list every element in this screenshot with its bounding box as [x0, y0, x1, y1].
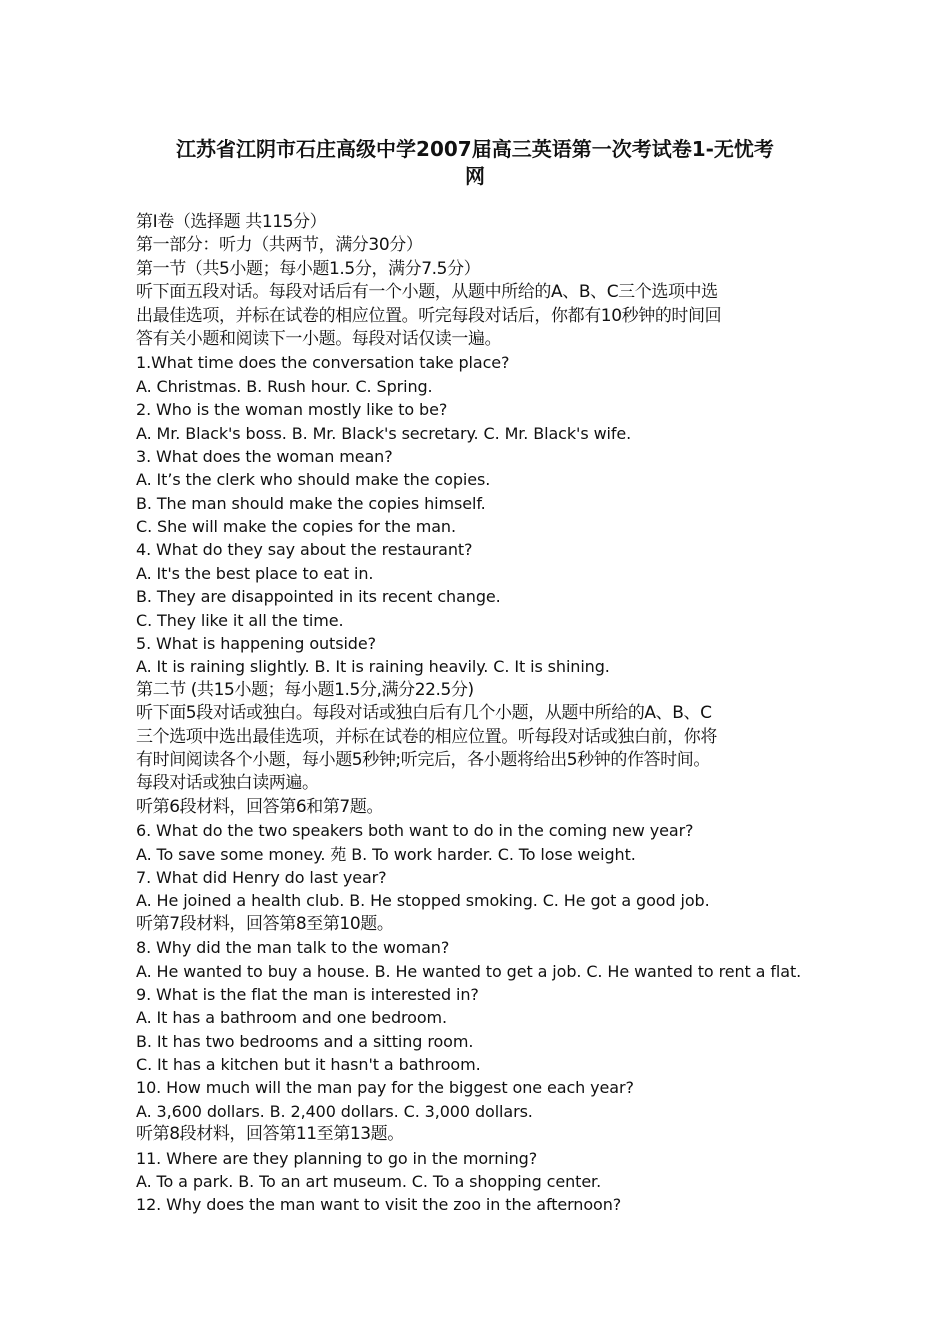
- question-text: 2. Who is the woman mostly like to be?: [136, 400, 448, 420]
- question-text: 11. Where are they planning to go in the morning?: [136, 1148, 538, 1168]
- instruction-text: 每段对话或独白读两遍。: [136, 773, 319, 794]
- section-heading: 第二节 (共15小题；每小题1.5分,满分22.5分): [136, 679, 474, 700]
- instruction-text: 听下面5段对话或独白。每段对话或独白后有几个小题，从题中所给的A、B、C: [136, 703, 712, 724]
- question-text: 6. What do the two speakers both want to do in the coming new year?: [136, 821, 694, 841]
- title-line-2: 网: [465, 164, 485, 188]
- answer-option: B. They are disappointed in its recent change.: [136, 587, 501, 607]
- answer-options: A. Christmas. B. Rush hour. C. Spring.: [136, 376, 433, 396]
- answer-option: C. It has a kitchen but it hasn't a bathroom.: [136, 1055, 481, 1075]
- question-text: 3. What does the woman mean?: [136, 446, 393, 466]
- question-text: 9. What is the flat the man is interested in?: [136, 984, 479, 1004]
- section-heading: 第Ⅰ卷（选择题 共115分）: [136, 212, 327, 232]
- part-heading: 第一部分：听力（共两节，满分30分）: [136, 235, 423, 256]
- material-heading: 听第7段材料，回答第8至第10题。: [136, 913, 394, 934]
- section-heading: 第一节（共5小题；每小题1.5分，满分7.5分）: [136, 258, 481, 279]
- answer-options: A. It is raining slightly. B. It is raining heavily. C. It is shining.: [136, 657, 610, 677]
- material-heading: 听第8段材料，回答第11至第13题。: [136, 1124, 404, 1145]
- instruction-text: 答有关小题和阅读下一小题。每段对话仅读一遍。: [136, 328, 502, 349]
- title-line-1: 江苏省江阴市石庄高级中学2007届高三英语第一次考试卷1-无忧考: [176, 137, 774, 161]
- question-text: 12. Why does the man want to visit the zoo in the afternoon?: [136, 1195, 622, 1215]
- answer-option: C. They like it all the time.: [136, 610, 344, 630]
- answer-option: A. It’s the clerk who should make the copies.: [136, 470, 491, 490]
- answer-options: A. To a park. B. To an art museum. C. To a shopping center.: [136, 1172, 602, 1192]
- answer-options: A. He wanted to buy a house. B. He wanted to get a job. C. He wanted to rent a flat.: [136, 961, 802, 981]
- instruction-text: 有时间阅读各个小题，每小题5秒钟;听完后，各小题将给出5秒钟的作答时间。: [136, 749, 710, 770]
- question-text: 10. How much will the man pay for the biggest one each year?: [136, 1078, 634, 1098]
- document-body: [136, 211, 822, 1217]
- answer-option: A. It's the best place to eat in.: [136, 563, 374, 583]
- document-title: [130, 136, 820, 190]
- question-text: 5. What is happening outside?: [136, 634, 376, 654]
- question-text: 1.What time does the conversation take place?: [136, 353, 510, 373]
- answer-options: A. To save some money. 苑 B. To work harder. C. To lose weight.: [136, 844, 636, 864]
- instruction-text: 出最佳选项，并标在试卷的相应位置。听完每段对话后，你都有10秒钟的时间回: [136, 305, 722, 326]
- material-heading: 听第6段材料，回答第6和第7题。: [136, 796, 384, 817]
- answer-option: B. The man should make the copies himself.: [136, 493, 486, 513]
- answer-options: A. 3,600 dollars. B. 2,400 dollars. C. 3,000 dollars.: [136, 1101, 533, 1121]
- answer-option: B. It has two bedrooms and a sitting room.: [136, 1031, 474, 1051]
- answer-option: C. She will make the copies for the man.: [136, 517, 456, 537]
- question-text: 8. Why did the man talk to the woman?: [136, 938, 450, 958]
- instruction-text: 听下面五段对话。每段对话后有一个小题，从题中所给的A、B、C三个选项中选: [136, 282, 718, 303]
- answer-option: A. It has a bathroom and one bedroom.: [136, 1008, 448, 1028]
- answer-options: A. Mr. Black's boss. B. Mr. Black's secretary. C. Mr. Black's wife.: [136, 423, 632, 443]
- question-text: 7. What did Henry do last year?: [136, 867, 387, 887]
- instruction-text: 三个选项中选出最佳选项，并标在试卷的相应位置。听每段对话或独白前，你将: [136, 726, 717, 747]
- answer-options: A. He joined a health club. B. He stopped smoking. C. He got a good job.: [136, 891, 710, 911]
- question-text: 4. What do they say about the restaurant?: [136, 540, 473, 560]
